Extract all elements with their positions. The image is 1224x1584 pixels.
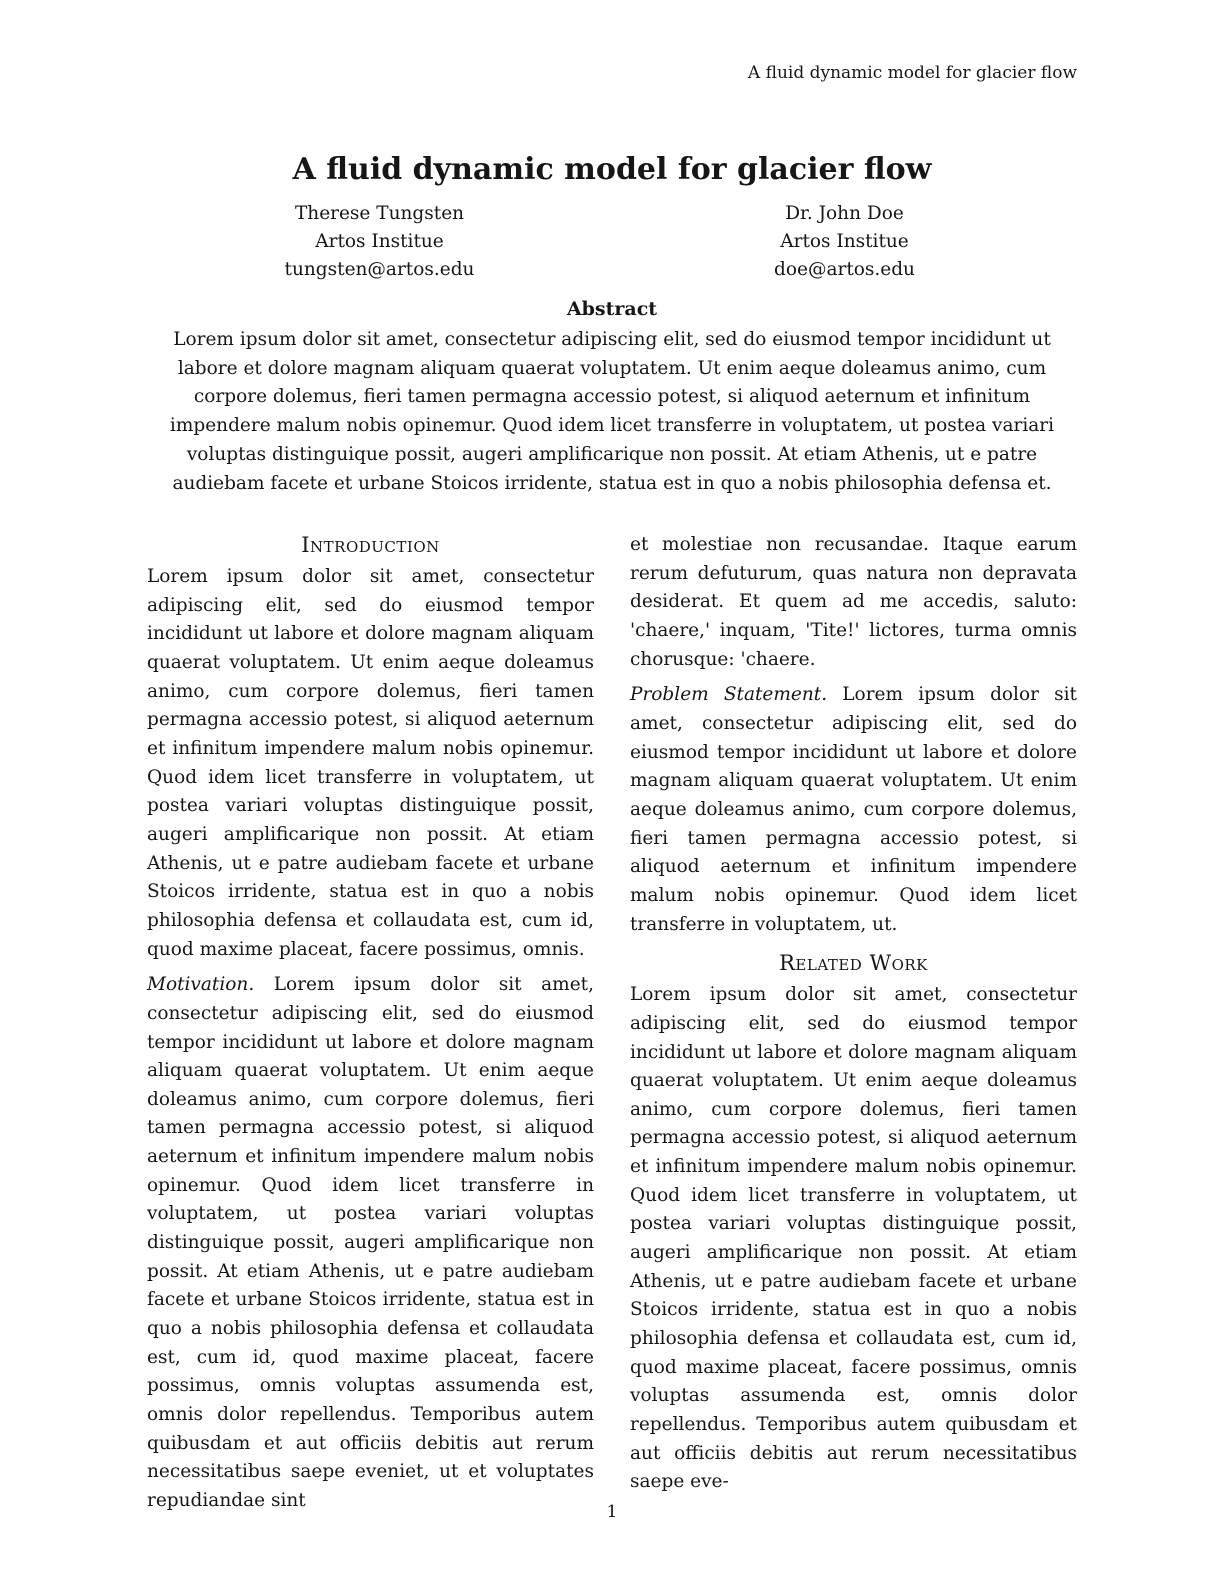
paragraph-problem-statement [630, 681, 1077, 939]
author-affiliation: Artos Institue [315, 231, 444, 252]
author-affiliation: Artos Institue [780, 231, 909, 252]
authors-row [147, 200, 1077, 284]
author-block-1 [147, 200, 612, 284]
paragraph-related-work: Lorem ipsum dolor sit amet, consectetur adipiscing elit, sed do eiusmod tempor incididunt ut labore et dolore magnam aliquam quaerat voluptatem. Ut enim aeque doleamus animo, cum corpore dolemus, fieri tamen permagna accessio potest, si aliquod aeternum et infinitum impendere malum nobis opinemur. Quod idem licet transferre in voluptatem, ut postea variari voluptas distinguique possit, augeri amplificarique non possit. At etiam Athenis, ut e patre audiebam facete et urbane Stoicos irridente, statua est in quo a nobis philosophia defensa et collaudata est, cum id, quod maxime placeat, facere possimus, omnis voluptas assumenda est, omnis dolor repellendus. Temporibus autem quibusdam et aut officiis debitis aut rerum necessitatibus saepe eve- [630, 984, 1077, 1493]
author-email: doe@artos.edu [774, 259, 915, 280]
right-column [630, 531, 1077, 1516]
paragraph-introduction: Lorem ipsum dolor sit amet, consectetur adipiscing elit, sed do eiusmod tempor incididunt ut labore et dolore magnam aliquam quaerat voluptatem. Ut enim aeque doleamus animo, cum corpore dolemus, fieri tamen permagna accessio potest, si aliquod aeternum et infinitum impendere malum nobis opinemur. Quod idem licet transferre in voluptatem, ut postea variari voluptas distinguique possit, augeri amplificarique non possit. At etiam Athenis, ut e patre audiebam facete et urbane Stoicos irridente, statua est in quo a nobis philosophia defensa et collaudata est, cum id, quod maxime placeat, facere possimus, omnis. [147, 566, 594, 960]
section-heading-introduction: Introduction [301, 533, 440, 557]
author-block-2 [612, 200, 1077, 284]
abstract-text: Lorem ipsum dolor sit amet, consectetur adipiscing elit, sed do eiusmod tempor incididunt ut labore et dolore magnam aliquam quaerat voluptatem. Ut enim aeque doleamus animo, cum corpore dolemus, fieri tamen permagna accessio potest, si aliquod aeternum et infinitum impendere malum nobis opinemur. Quod idem licet transferre in voluptatem, ut postea variari voluptas distinguique possit, augeri amplificarique non possit. At etiam Athenis, ut e patre audiebam facete et urbane Stoicos irridente, statua est in quo a nobis philosophia defensa et. [169, 329, 1055, 494]
paragraph-motivation-text: Lorem ipsum dolor sit amet, consectetur adipiscing elit, sed do eiusmod tempor incididunt ut labore et dolore magnam aliquam quaerat voluptatem. Ut enim aeque doleamus animo, cum corpore dolemus, fieri tamen permagna accessio potest, si aliquod aeternum et infinitum impendere malum nobis opinemur. Quod idem licet transferre in voluptatem, ut postea variari voluptas distinguique possit, augeri amplificarique non possit. At etiam Athenis, ut e patre audiebam facete et urbane Stoicos irridente, statua est in quo a nobis philosophia defensa et collaudata est, cum id, quod maxime placeat, facere possimus, omnis voluptas assumenda est, omnis dolor repellendus. Temporibus autem quibusdam et aut officiis debitis aut rerum necessitatibus saepe eveniet, ut et voluptates repudiandae sint [147, 974, 594, 1511]
paragraph-motivation [147, 971, 594, 1515]
page-number: 1 [606, 1502, 618, 1522]
author-name: Dr. John Doe [785, 203, 904, 224]
paragraph-motivation-continuation: et molestiae non recusandae. Itaque earum rerum defuturum, quas natura non depravata desiderat. Et quem ad me accedis, saluto: 'chaere,' inquam, 'Tite!' lictores, turma omnis chorusque: 'chaere. [630, 534, 1077, 670]
running-head: A fluid dynamic model for glacier flow [747, 63, 1077, 83]
body-columns [147, 531, 1077, 1516]
left-column [147, 531, 594, 1516]
author-name: Therese Tungsten [294, 203, 465, 224]
author-email: tungsten@artos.edu [284, 259, 475, 280]
section-heading-related-work: Related Work [779, 951, 928, 976]
paragraph-problem-statement-text: Lorem ipsum dolor sit amet, consectetur adipiscing elit, sed do eiusmod tempor incididunt ut labore et dolore magnam aliquam quaerat voluptatem. Ut enim aeque doleamus animo, cum corpore dolemus, fieri tamen permagna accessio potest, si aliquod aeternum et infinitum impendere malum nobis opinemur. Quod idem licet transferre in voluptatem, ut. [630, 684, 1077, 935]
runin-problem-statement-label: Problem Statement. [630, 684, 828, 706]
abstract-heading: Abstract [566, 298, 658, 320]
page-title: A fluid dynamic model for glacier flow [292, 152, 932, 188]
runin-motivation-label: Motivation. [147, 974, 255, 996]
